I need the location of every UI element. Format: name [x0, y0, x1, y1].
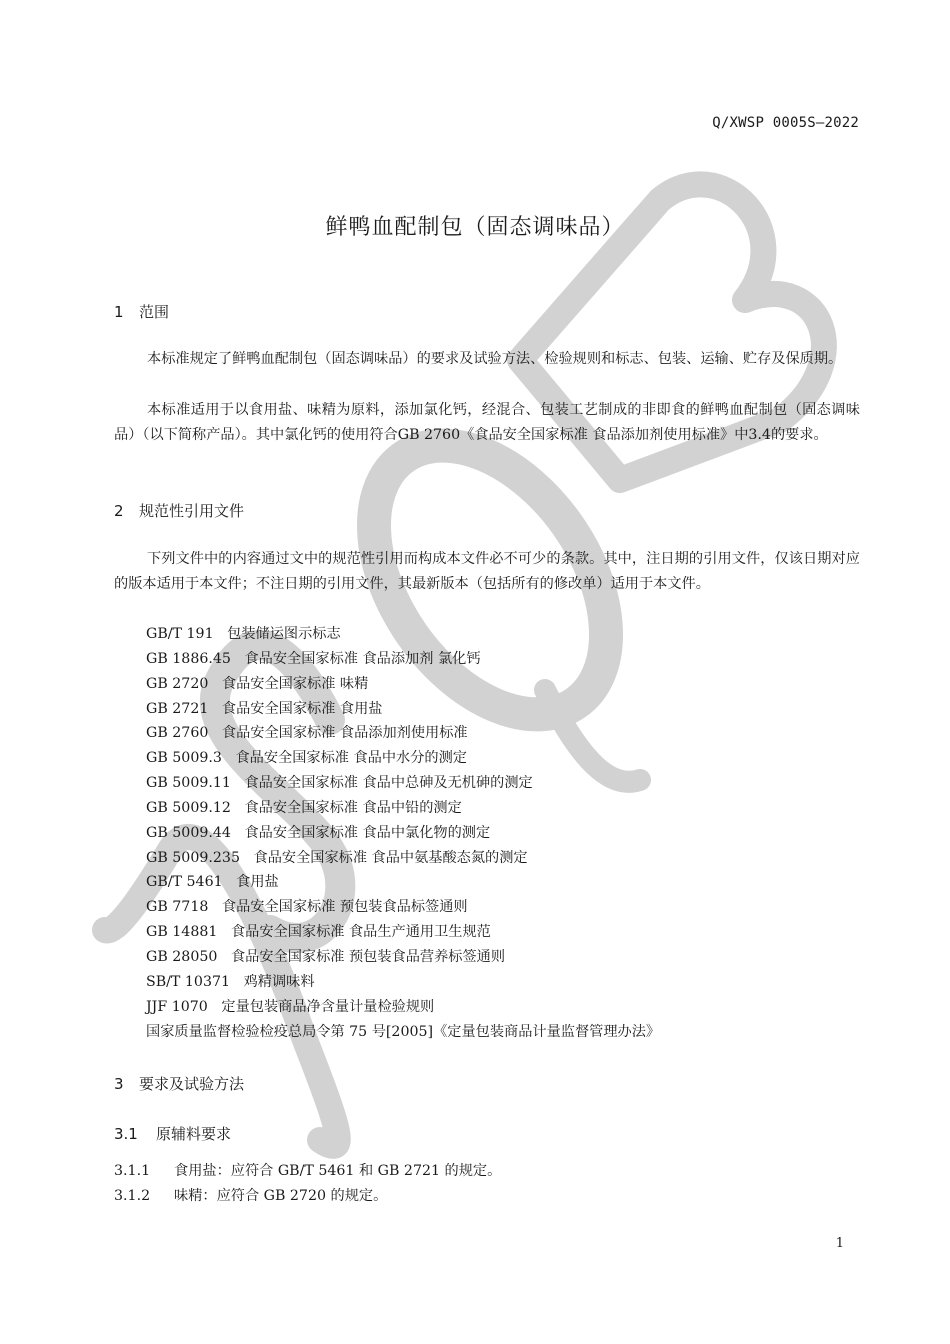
standard-code: Q/XWSP 0005S—2022: [712, 115, 859, 131]
reference-item: GB 5009.235 食品安全国家标准 食品中氨基酸态氮的测定: [146, 849, 528, 866]
reference-item: SB/T 10371 鸡精调味料: [146, 973, 315, 990]
reference-item: GB/T 5461 食用盐: [146, 874, 279, 891]
reference-item: JJF 1070 定量包装商品净含量计量检验规则: [146, 998, 435, 1015]
clause-3-1-1-number: 3.1.1: [114, 1163, 151, 1179]
reference-item: GB 28050 食品安全国家标准 预包装食品营养标签通则: [146, 948, 506, 965]
section-1-number: 1: [114, 303, 124, 321]
clause-3-1-2: [114, 1185, 387, 1205]
section-3-1-heading: [114, 1123, 231, 1144]
reference-item: GB/T 191 包装储运图示标志: [146, 626, 341, 642]
section-2-heading: [114, 500, 244, 521]
reference-item: GB 7718 食品安全国家标准 预包装食品标签通则: [146, 899, 468, 916]
section-1-paragraph-2: 本标准适用于以食用盐、味精为原料，添加氯化钙，经混合、包装工艺制成的非即食的鲜鸭血配制包（固态调味品）（以下简称产品）。其中氯化钙的使用符合GB 2760《食品安全国家标准 食品添加剂使用标准》中3.4的要求。: [114, 402, 860, 443]
section-2-number: 2: [114, 502, 124, 520]
section-3-heading: [114, 1073, 244, 1094]
reference-item: GB 2721 食品安全国家标准 食用盐: [146, 700, 383, 717]
reference-item: GB 5009.12 食品安全国家标准 食品中铅的测定: [146, 799, 462, 816]
page-number: 1: [835, 1236, 844, 1251]
reference-item: GB 5009.3 食品安全国家标准 食品中水分的测定: [146, 750, 467, 767]
reference-item: GB 14881 食品安全国家标准 食品生产通用卫生规范: [146, 924, 491, 941]
reference-item: 国家质量监督检验检疫总局令第 75 号[2005]《定量包装商品计量监督管理办法》: [146, 1023, 661, 1040]
section-3-number: 3: [114, 1075, 124, 1093]
section-3-1-title: 原辅料要求: [156, 1125, 232, 1143]
clause-3-1-1-text: 食用盐：应符合 GB/T 5461 和 GB 2721 的规定。: [174, 1163, 502, 1179]
reference-list: [146, 622, 660, 1044]
reference-item: GB 5009.11 食品安全国家标准 食品中总砷及无机砷的测定: [146, 775, 533, 792]
clause-3-1-2-number: 3.1.2: [114, 1188, 151, 1204]
document-title: 鲜鸭血配制包（固态调味品）: [325, 215, 625, 240]
clause-3-1-2-text: 味精：应符合 GB 2720 的规定。: [174, 1188, 388, 1204]
section-1-paragraph-1: 本标准规定了鲜鸭血配制包（固态调味品）的要求及试验方法、检验规则和标志、包装、运输、贮存及保质期。: [147, 351, 843, 367]
reference-item: GB 2720 食品安全国家标准 味精: [146, 675, 369, 692]
section-2-title: 规范性引用文件: [139, 502, 245, 520]
section-3-1-number: 3.1: [114, 1125, 138, 1143]
section-3-title: 要求及试验方法: [139, 1075, 245, 1093]
clause-3-1-1: [114, 1160, 501, 1180]
section-1-title: 范围: [139, 303, 170, 321]
reference-item: GB 5009.44 食品安全国家标准 食品中氯化物的测定: [146, 824, 491, 841]
reference-item: GB 2760 食品安全国家标准 食品添加剂使用标准: [146, 725, 468, 742]
section-2-intro: 下列文件中的内容通过文中的规范性引用而构成本文件必不可少的条款。其中，注日期的引用文件，仅该日期对应的版本适用于本文件；不注日期的引用文件，其最新版本（包括所有的修改单）适用于本文件。: [114, 551, 860, 592]
reference-item: GB 1886.45 食品安全国家标准 食品添加剂 氯化钙: [146, 650, 481, 667]
section-1-heading: [114, 301, 169, 322]
